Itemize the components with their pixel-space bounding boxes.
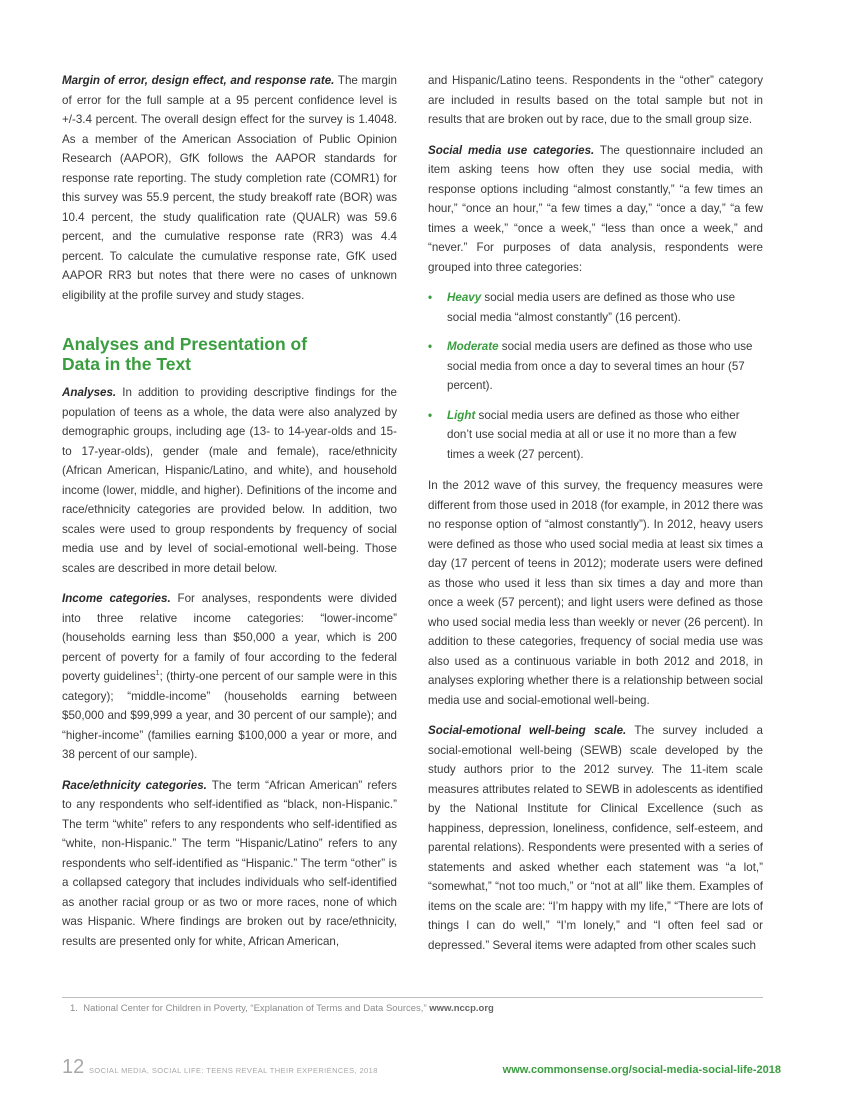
run-in-heading: Income categories.	[62, 592, 171, 605]
right-column	[428, 71, 763, 966]
section-heading-line-2: Data in the Text	[62, 354, 192, 374]
paragraph-text: The term “African American” refers to any respondents who self-identified as “black, non-Hispanic.” The term “white” refers to any respondents who self-identified as “white, non-Hispanic.” The term “Hispanic/Latino” refers to any respondents who self-identified as “Hispanic.” The term “other” is a collapsed category that includes individuals who self-identified as another racial group or as two or more races, none of which was Hispanic. Where findings are broken out by race/ethnicity, results are presented only for white, African American,	[62, 778, 397, 948]
footnote-number: 1.	[70, 1003, 78, 1014]
paragraph-text: For analyses, respondents were divided into three relative income categories: “lower-income” (households earning less than $50,000 a year, which is 200 percent of poverty for a family of four according to the federal poverty guidelines	[62, 592, 398, 683]
paragraph-text: The survey included a social-emotional well-being (SEWB) scale developed by the study authors prior to the 2012 survey. The 11-item scale measures attributes related to SEWB in adolescents as identified by the National Institute for Clinical Excellence (such as happiness, depression, loneliness, confidence, self-esteem, and parental relations). Respondents were presented with a series of statements and asked whether each statement was “a lot,” “somewhat,” “not too much,” or “not at all” like them. Examples of items on the scale are: “I’m happy with my life,” “There are lots of things I can do well,” “I’m lonely,” and “I often feel sad or depressed.” Several items were adapted from other scales such	[428, 724, 763, 952]
usage-category-list	[428, 288, 763, 464]
paragraph-text: ; (thirty-one percent of our sample were in this category); “middle-income” (households earning between $50,000 and $99,999 a year, and 30 percent of our sample); and “higher-income” (families earning $100,000 a year or more, and 38 percent of our sample).	[62, 670, 398, 761]
paragraph-text: The margin of error for the full sample at a 95 percent confidence level is +/-3.4 percent. The overall design effect for the survey is 1.4048. As a member of the American Association of Public Opinion Research (AAPOR), GfK follows the AAPOR standards for response rate reporting. The study completion rate (COMR1) for this survey was 55.9 percent, the study breakoff rate (BOR) was 10.4 percent, the study qualification rate (QUALR) was 59.6 percent, and the cumulative response rate (RR3) was 4.4 percent. To calculate the cumulative response rate, GfK used AAPOR RR3 but notes that there were no cases of unknown eligibility at the profile survey and study stages.	[62, 74, 397, 302]
footnote	[70, 1003, 494, 1014]
list-item-moderate	[428, 337, 763, 396]
footnote-reference[interactable]: 1	[155, 670, 160, 678]
income-categories-paragraph	[62, 589, 397, 765]
run-in-heading: Margin of error, design effect, and response rate.	[62, 74, 335, 87]
list-item-light	[428, 406, 763, 465]
paragraph-text: In the 2012 wave of this survey, the frequency measures were different from those used in 2018 (for example, in 2012 there was no response option of “almost constantly”). In 2012, heavy users were defined as those who used social media at least six times a day (17 percent of teens in 2012); moderate users were defined as those who used it less than six times a day and more than once a week (57 percent); and light users were defined as those who used social media less than weekly or never (26 percent). In addition to these categories, frequency of social media use was also used as a continuous variable in both 2012 and 2018, in analyses exploring whether there is a relationship between social media use and social-emotional well-being.	[428, 479, 763, 707]
category-description: social media users are defined as those who use social media “almost constantly” (16 percent).	[447, 291, 736, 324]
bullet-icon: •	[428, 340, 433, 353]
list-item-heavy	[428, 288, 763, 327]
bullet-icon: •	[428, 291, 433, 304]
footnote-link[interactable]: www.nccp.org	[429, 1003, 494, 1014]
margin-of-error-paragraph	[62, 71, 397, 305]
continuation-paragraph	[428, 71, 763, 130]
social-media-use-paragraph	[428, 141, 763, 278]
footnote-text: National Center for Children in Poverty, “Explanation of Terms and Data Sources,”	[83, 1003, 427, 1014]
category-term: Heavy	[447, 291, 482, 304]
run-in-heading: Analyses.	[62, 386, 117, 399]
run-in-heading: Race/ethnicity categories.	[62, 778, 207, 792]
footnote-divider	[62, 997, 763, 998]
page-number: 12	[62, 1056, 85, 1078]
category-term: Moderate	[447, 340, 499, 353]
paragraph-text: The questionnaire included an item asking teens how often they use social media, with response options including “almost constantly,” “a few times an hour,” “once an hour,” “a few times a day,” “once a day,” “a few times a week,” “once a week,” “less than once a week,” and “never.” For purposes of data analysis, respondents were grouped into three categories:	[428, 143, 763, 274]
paragraph-text: In addition to providing descriptive findings for the population of teens as a whole, the data were also analyzed by demographic groups, including age (13- to 14-year-olds and 15- to 17-year-olds), gender (male and female), race/ethnicity (African American, Hispanic/Latino, and white), and household income (lower, middle, and higher). Definitions of the income and race/ethnicity categories are provided below. In addition, two scales were used to group respondents by frequency of social media use and by level of social-emotional well-being. Those scales are described in more detail below.	[62, 386, 397, 575]
left-column	[62, 71, 397, 962]
wave-2012-paragraph	[428, 476, 763, 710]
section-heading-line-1: Analyses and Presentation of	[62, 334, 308, 354]
race-ethnicity-paragraph	[62, 776, 397, 952]
analyses-paragraph	[62, 383, 397, 578]
sewb-scale-paragraph	[428, 721, 763, 955]
category-description: social media users are defined as those who either don’t use social media at all or use it no more than a few times a week (27 percent).	[447, 408, 740, 461]
bullet-icon: •	[428, 408, 433, 422]
section-heading	[62, 334, 397, 374]
category-description: social media users are defined as those who use social media from once a day to several times an hour (57 percent).	[447, 340, 753, 392]
run-in-heading: Social-emotional well-being scale.	[428, 724, 627, 737]
footer-url-link[interactable]: www.commonsense.org/social-media-social-life-2018	[502, 1064, 781, 1076]
run-in-heading: Social media use categories.	[428, 143, 595, 157]
paragraph-text: and Hispanic/Latino teens. Respondents in the “other” category are included in results based on the total sample but not in results that are broken out by race, due to the small group size.	[428, 74, 763, 126]
running-title: SOCIAL MEDIA, SOCIAL LIFE: TEENS REVEAL THEIR EXPERIENCES, 2018	[89, 1066, 378, 1075]
category-term: Light	[447, 408, 476, 422]
